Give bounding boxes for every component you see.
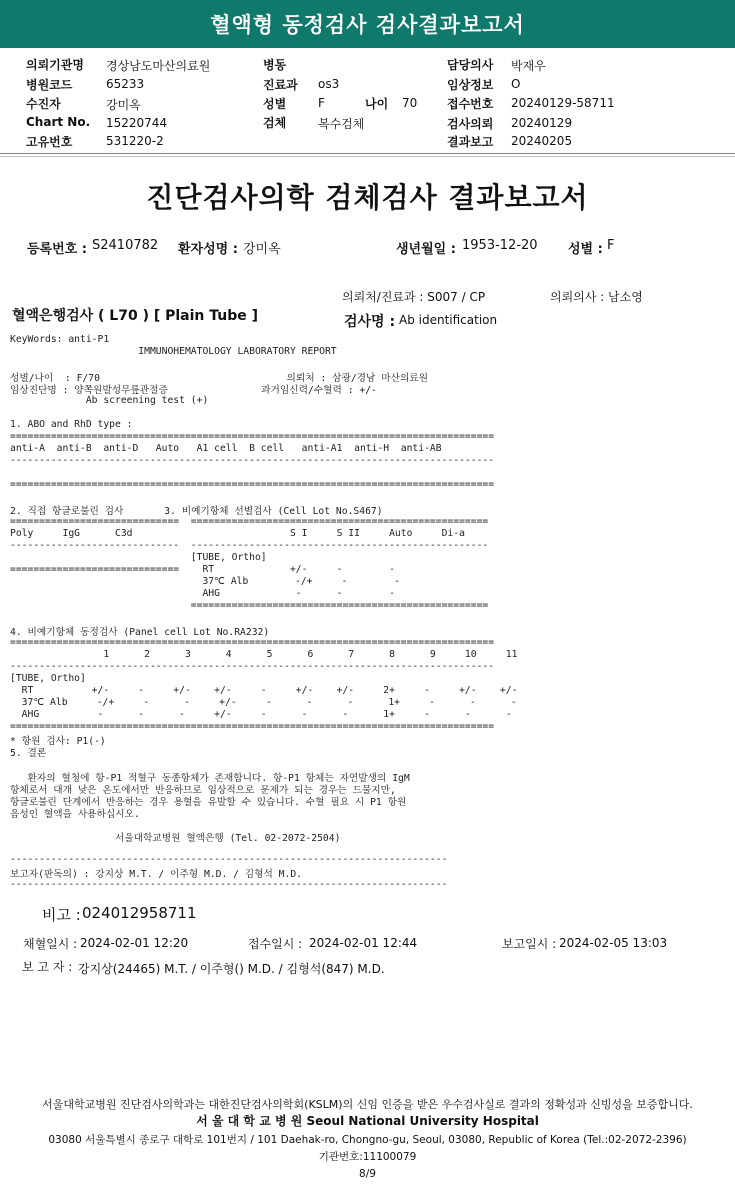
report-line: ============================= =================================================== (10, 515, 489, 527)
page-number: 8/9 (359, 1168, 376, 1180)
exam-label: 검사명 : (344, 314, 396, 330)
reported-label: 보고일시 : (502, 937, 557, 951)
report-line: 37℃ Alb -/+ - - +/- - - - 1+ - - - (10, 697, 517, 708)
report-line: --------------------------------------------------------------------------- (10, 854, 448, 866)
report-line: KeyWords: anti-P1 (10, 334, 110, 345)
header-divider (0, 153, 735, 154)
institution-label: 의뢰기관명 (26, 58, 84, 72)
specimen-label: 검체 (263, 116, 287, 130)
sex-value: F (318, 96, 325, 110)
dept-label: 진료과 (263, 78, 298, 92)
report-line: 보고자(판독의) : 강지상 M.T. / 이주형 M.D. / 김형석 M.D. (10, 869, 303, 881)
recipient-label: 수진자 (26, 97, 61, 111)
report-line: 음성인 혈액을 사용하십시오. (10, 808, 140, 820)
reg-no-label: 등록번호 : (27, 242, 87, 257)
dob-label: 생년월일 : (396, 242, 456, 257)
receipt-no-value: 20240129-58711 (511, 96, 615, 110)
dept-line: 의뢰처/진료과 : S007 / CP (342, 290, 486, 304)
report-line: =================================================================================== (10, 430, 495, 442)
remarks-label: 비고 : (42, 906, 81, 924)
age-label: 나이 (365, 97, 389, 111)
report-line: 4. 비예기항체 동정검사 (Panel cell Lot No.RA232) (10, 627, 270, 639)
report-title: 진단검사의학 검체검사 결과보고서 (146, 181, 589, 214)
specimen-value: 복수검체 (318, 117, 365, 131)
age-value: 70 (402, 96, 418, 110)
report-line: ============================= RT +/- - - (10, 563, 395, 575)
report-line: anti-A anti-B anti-D Auto A1 cell B cell anti-A1 anti-H anti-AB (10, 442, 442, 454)
report-line: --------------------------------------------------------------------------- (10, 878, 448, 890)
dept-value: os3 (318, 77, 340, 91)
reported-value: 2024-02-05 13:03 (559, 936, 668, 950)
report-line: [TUBE, Ortho] (10, 551, 267, 563)
reg-no-value: S2410782 (92, 238, 159, 253)
report-line: Ab screening test (+) (10, 394, 209, 406)
report-line: 항체로서 대개 낮은 온도에서만 반응하므로 임상적으로 문제가 되는 경우는 드물지만, (10, 784, 396, 796)
report-line: AHG - - - (10, 588, 395, 600)
report-line: ----------------------------------------------------------------------------------- (10, 455, 495, 466)
clinical-label: 임상정보 (447, 78, 494, 92)
request-value: 20240129 (511, 116, 573, 130)
received-label: 접수일시 : (248, 937, 303, 951)
chart-no-value: 15220744 (106, 116, 168, 130)
report-line: 임상진단명 : 양쪽원발성무릎관절증 과거임신력/수혈력 : +/- (10, 385, 377, 397)
dob-value: 1953-12-20 (462, 238, 538, 253)
report-line: 성별/나이 : F/70 의뢰처 : 삼광/경남 마산의료원 (10, 373, 429, 385)
report-label: 결과보고 (447, 135, 494, 149)
banner-title: 혈액형 동정검사 검사결과보고서 (210, 13, 525, 37)
collected-label: 채혈일시 : (23, 937, 78, 951)
report-line: =================================================================================== (10, 721, 495, 733)
report-line: =================================================================================== (10, 479, 495, 491)
unique-no-value: 531220-2 (106, 134, 164, 148)
report-line: IMMUNOHEMATOLOGY LABORATORY REPORT (10, 346, 337, 358)
report-line: 2. 직접 항글로불린 검사 3. 비예기항체 선별검사 (Cell Lot No.S467) (10, 506, 383, 518)
report-line: =================================================================================== (10, 636, 495, 648)
hospital-code-value: 65233 (106, 77, 145, 91)
hospital-name: 서 울 대 학 교 병 원 Seoul National University Hospital (196, 1114, 539, 1128)
ward-label: 병동 (263, 58, 287, 72)
clinical-value: O (511, 77, 521, 91)
report-line: 항글로불린 단계에서 반응하는 경우 용혈을 유발할 수 있습니다. 수혈 필요 시 P1 항원 (10, 796, 407, 808)
report-line: AHG - - - +/- - - - 1+ - - - (10, 709, 512, 721)
header-divider-2 (0, 156, 735, 157)
report-line: RT +/- - +/- +/- - +/- +/- 2+ - +/- +/- (10, 684, 518, 696)
recipient-value: 강미옥 (106, 98, 141, 112)
exam-value: Ab identification (399, 313, 498, 327)
report-line: 5. 결론 (10, 748, 47, 760)
sex-label: 성별 (263, 97, 287, 111)
unique-no-label: 고유번호 (26, 135, 73, 149)
hospital-address: 03080 서울특별시 종로구 대학로 101번지 / 101 Daehak-ro, Chongno-gu, Seoul, 03080, Republic of Korea (Tel.:02-2072-2396) (48, 1134, 687, 1146)
report-sex-label: 성별 : (568, 242, 603, 257)
institution-value: 경상남도마산의료원 (106, 59, 211, 73)
doctor-value: 박재우 (511, 59, 546, 73)
report-line: ----------------------------------------------------------------------------------- (10, 660, 495, 672)
hospital-code-label: 병원코드 (26, 78, 73, 92)
institution-number: 기관번호:11100079 (318, 1151, 417, 1163)
report-sex-value: F (607, 238, 615, 253)
receipt-no-label: 접수번호 (447, 97, 494, 111)
request-label: 검사의뢰 (447, 117, 494, 131)
physician-line: 의뢰의사 : 남소영 (550, 290, 643, 304)
reporter-value: 강지상(24465) M.T. / 이주형() M.D. / 김형석(847) M.D. (78, 962, 385, 976)
remarks-value: 024012958711 (82, 904, 197, 922)
report-line: =================================================== (10, 600, 489, 612)
report-line: Poly IgG C3d S I S II Auto Di-a (10, 527, 465, 539)
collected-value: 2024-02-01 12:20 (80, 936, 189, 950)
report-line: 1. ABO and RhD type : (10, 418, 133, 430)
report-line: * 항원 검사: P1(-) (10, 736, 106, 748)
reporter-label: 보 고 자 : (22, 960, 73, 974)
doctor-label: 담당의사 (447, 58, 494, 72)
report-line: 1 2 3 4 5 6 7 8 9 10 11 (10, 648, 518, 660)
patient-label: 환자성명 : (178, 242, 238, 257)
chart-no-label: Chart No. (26, 115, 91, 129)
patient-value: 강미옥 (243, 242, 281, 257)
report-line: 37℃ Alb -/+ - - (10, 576, 400, 587)
report-line: 환자의 혈청에 항-P1 적혈구 동종항체가 존재합니다. 항-P1 항체는 자연발생의 IgM (10, 772, 410, 784)
received-value: 2024-02-01 12:44 (309, 936, 418, 950)
report-line: ----------------------------- --------------------------------------------------- (10, 539, 489, 551)
report-line: 서울대학교병원 혈액은행 (Tel. 02-2072-2504) (10, 833, 341, 845)
report-value: 20240205 (511, 134, 573, 148)
report-line: [TUBE, Ortho] (10, 672, 86, 684)
certification-note: 서울대학교병원 진단검사의학과는 대한진단검사의학회(KSLM)의 신임 인증을 받은 우수검사실로 결과의 정확성과 신빙성을 보증합니다. (42, 1098, 693, 1111)
section-title: 혈액은행검사 ( L70 ) [ Plain Tube ] (12, 308, 259, 324)
